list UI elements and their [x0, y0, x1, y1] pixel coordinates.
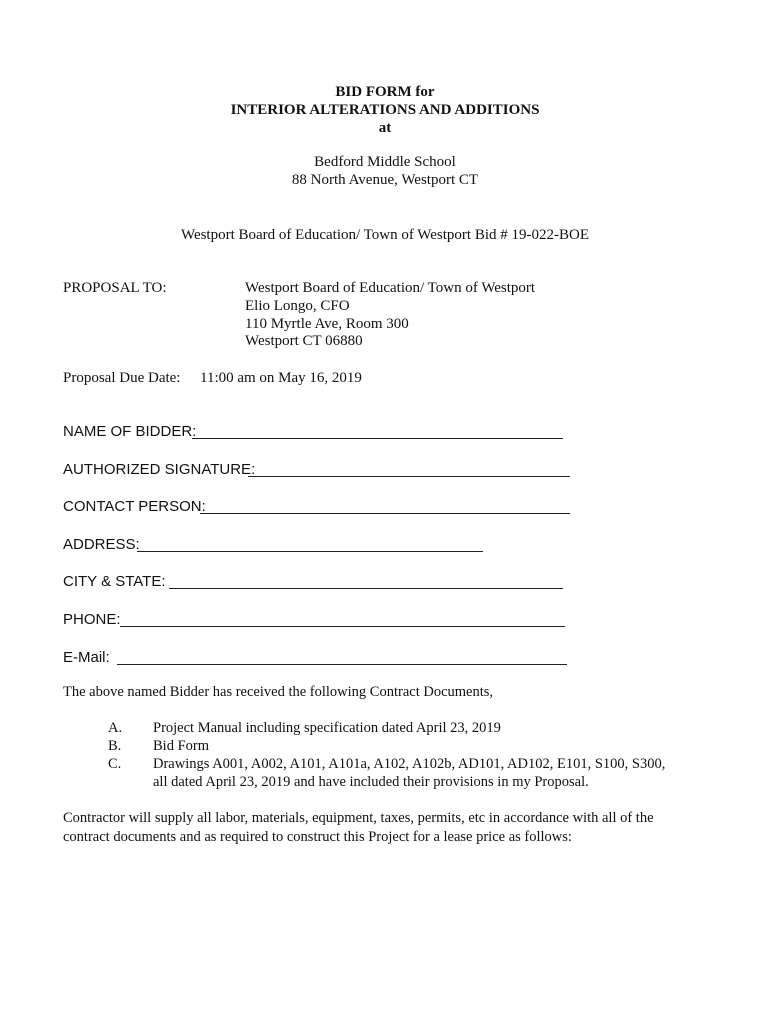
proposal-line-2: Elio Longo, CFO	[245, 298, 350, 314]
form-title-line2: INTERIOR ALTERATIONS AND ADDITIONS	[230, 102, 540, 118]
document-letter-a: A.	[108, 720, 123, 736]
phone-line[interactable]	[120, 626, 565, 627]
documents-intro: The above named Bidder has received the following Contract Documents,	[63, 684, 494, 700]
due-date-label: Proposal Due Date:	[63, 370, 181, 386]
contact-person-line[interactable]	[200, 513, 570, 514]
school-address: 88 North Avenue, Westport CT	[291, 172, 479, 188]
contact-person-label: CONTACT PERSON:	[63, 498, 206, 515]
name-of-bidder-line[interactable]	[192, 438, 563, 439]
contractor-statement-line1: Contractor will supply all labor, materials, equipment, taxes, permits, etc in accordance with all of the	[63, 810, 654, 826]
proposal-line-3: 110 Myrtle Ave, Room 300	[245, 316, 409, 332]
contractor-statement-line2: contract documents and as required to construct this Project for a lease price as follows:	[63, 829, 572, 845]
proposal-line-4: Westport CT 06880	[245, 333, 363, 349]
address-line[interactable]	[137, 551, 483, 552]
address-label: ADDRESS:	[63, 536, 140, 553]
document-item-b: Bid Form	[153, 738, 209, 754]
proposal-to-label: PROPOSAL TO:	[63, 280, 167, 296]
authorized-signature-line[interactable]	[248, 476, 570, 477]
city-state-line[interactable]	[169, 588, 563, 589]
form-title-line1: BID FORM for	[335, 84, 435, 100]
email-label: E-Mail:	[63, 649, 110, 666]
due-date-value: 11:00 am on May 16, 2019	[200, 370, 362, 386]
document-letter-c: C.	[108, 756, 122, 772]
bid-reference: Westport Board of Education/ Town of Westport Bid # 19-022-BOE	[180, 227, 589, 243]
document-item-c: Drawings A001, A002, A101, A101a, A102, A102b, AD101, AD102, E101, S100, S300,	[153, 756, 666, 772]
authorized-signature-label: AUTHORIZED SIGNATURE:	[63, 461, 256, 478]
city-state-label: CITY & STATE:	[63, 573, 166, 590]
document-item-a: Project Manual including specification dated April 23, 2019	[153, 720, 501, 736]
document-letter-b: B.	[108, 738, 122, 754]
form-title-line3: at	[378, 120, 392, 136]
email-line[interactable]	[117, 664, 567, 665]
document-item-c-cont: all dated April 23, 2019 and have included their provisions in my Proposal.	[153, 774, 589, 790]
proposal-line-1: Westport Board of Education/ Town of Westport	[245, 280, 536, 296]
phone-label: PHONE:	[63, 611, 121, 628]
name-of-bidder-label: NAME OF BIDDER:	[63, 423, 197, 440]
school-name: Bedford Middle School	[314, 154, 456, 170]
